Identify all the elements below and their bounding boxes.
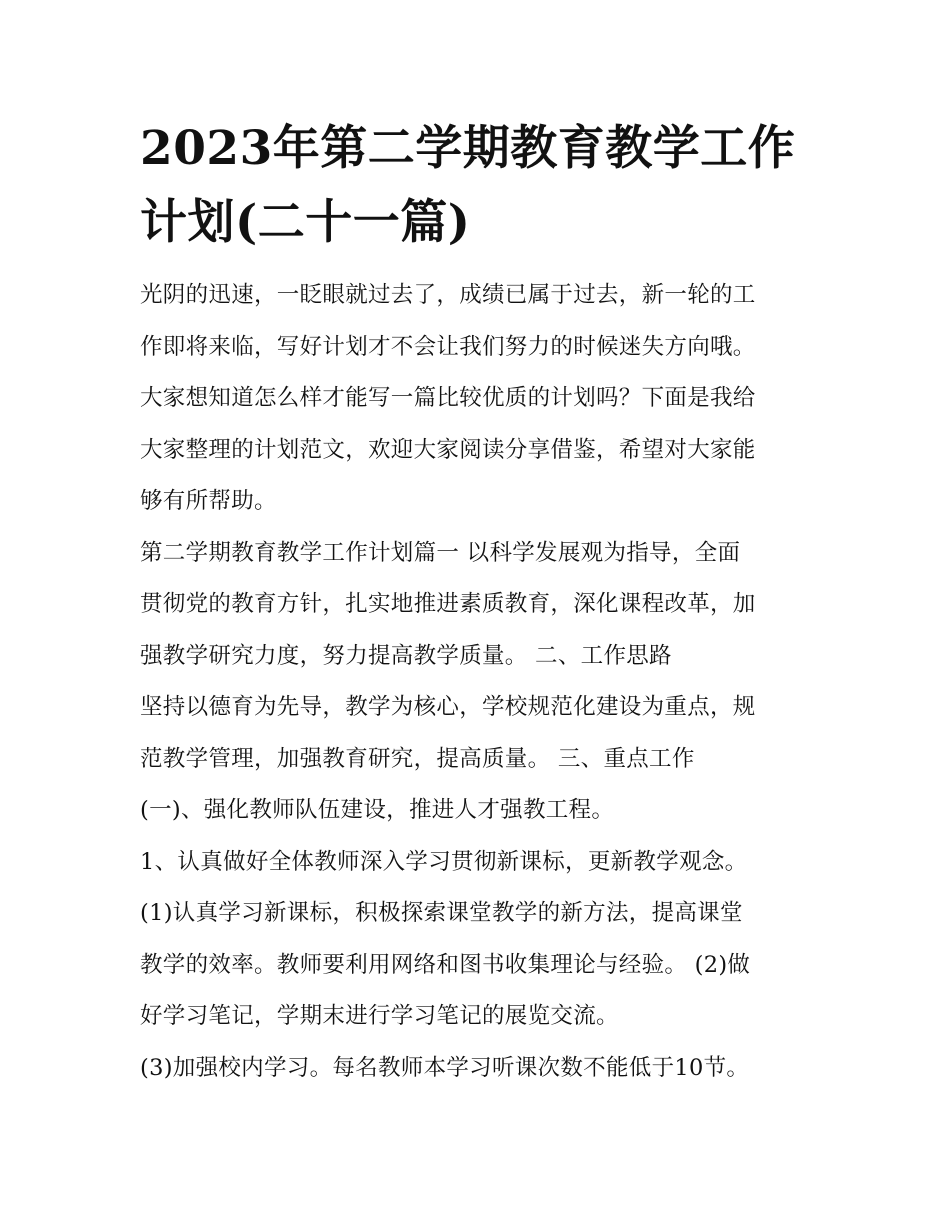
body-line: 范教学管理，加强教育研究，提高质量。 三、重点工作 xyxy=(140,745,695,772)
body-line: (3)加强校内学习。每名教师本学习听课次数不能低于10节。 xyxy=(140,1054,750,1081)
document-body xyxy=(140,270,820,1094)
body-line: 坚持以德育为先导，教学为核心，学校规范化建设为重点，规 xyxy=(140,694,756,720)
title-line: 2023年第二学期教育教学工作 xyxy=(140,121,796,176)
body-line: (一)、强化教师队伍建设，推进人才强教工程。 xyxy=(140,797,615,823)
title-line: 计划(二十一篇) xyxy=(140,195,471,250)
body-line: 强教学研究力度，努力提高教学质量。 二、工作思路 xyxy=(140,642,672,669)
body-line: 1、认真做好全体教师深入学习贯彻新课标，更新教学观念。 xyxy=(140,848,748,875)
body-line: 第二学期教育教学工作计划篇一 以科学发展观为指导，全面 xyxy=(140,539,741,566)
body-line: 教学的效率。教师要利用网络和图书收集理论与经验。 (2)做 xyxy=(140,951,751,978)
body-line: 光阴的迅速，一眨眼就过去了，成绩已属于过去，新一轮的工 xyxy=(140,282,756,308)
body-line: 作即将来临，写好计划才不会让我们努力的时候迷失方向哦。 xyxy=(140,333,756,360)
body-line: 大家想知道怎么样才能写一篇比较优质的计划吗？下面是我给 xyxy=(140,385,756,411)
body-line: 贯彻党的教育方针，扎实地推进素质教育，深化课程改革，加 xyxy=(140,591,756,617)
document-title xyxy=(140,112,820,260)
body-line: 大家整理的计划范文，欢迎大家阅读分享借鉴，希望对大家能 xyxy=(140,436,756,463)
body-line: (1)认真学习新课标，积极探索课堂教学的新方法，提高课堂 xyxy=(140,900,743,926)
body-line: 够有所帮助。 xyxy=(140,488,277,514)
body-line: 好学习笔记，学期末进行学习笔记的展览交流。 xyxy=(140,1003,619,1029)
document-page xyxy=(140,112,820,1094)
